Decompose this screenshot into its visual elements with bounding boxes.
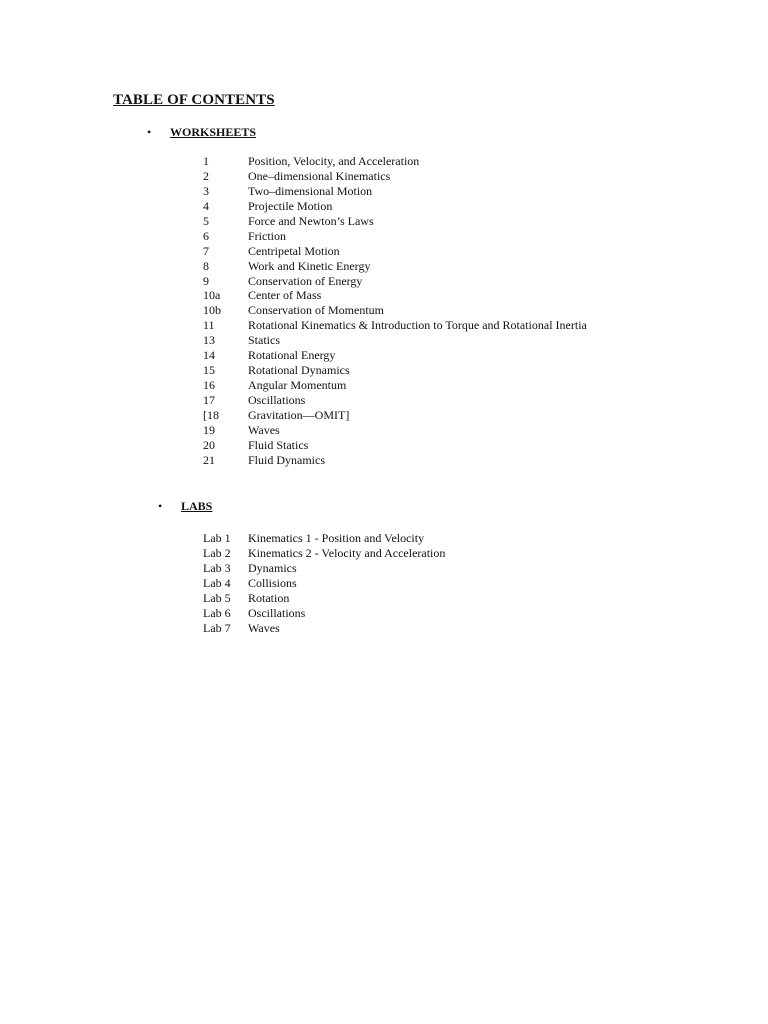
worksheet-entry-number: 9 bbox=[203, 273, 209, 288]
worksheets-heading-label: WORKSHEETS bbox=[170, 125, 257, 139]
worksheet-entry bbox=[203, 423, 587, 438]
worksheet-entry-title: Projectile Motion bbox=[248, 198, 333, 213]
lab-entry-title: Dynamics bbox=[248, 560, 297, 575]
worksheet-entry-number: 2 bbox=[203, 168, 209, 183]
lab-entry bbox=[203, 576, 445, 591]
lab-entry-number: Lab 6 bbox=[203, 605, 231, 620]
worksheet-entry bbox=[203, 408, 587, 423]
lab-entry bbox=[203, 591, 445, 606]
worksheet-entry-number: 20 bbox=[203, 437, 215, 452]
worksheet-entry-title: Waves bbox=[248, 422, 280, 437]
worksheet-entry bbox=[203, 348, 587, 363]
bullet-icon: • bbox=[158, 499, 163, 513]
worksheet-entry-number: 1 bbox=[203, 154, 209, 168]
worksheet-entry bbox=[203, 169, 587, 184]
labs-heading-label: LABS bbox=[181, 499, 213, 513]
worksheet-entry-number: 5 bbox=[203, 213, 209, 228]
worksheet-entry bbox=[203, 378, 587, 393]
worksheet-entry-number: 13 bbox=[203, 333, 215, 348]
worksheet-entry-title: Conservation of Energy bbox=[248, 273, 363, 288]
worksheet-entry bbox=[203, 363, 587, 378]
worksheet-entry bbox=[203, 288, 587, 303]
lab-entry-title: Kinematics 2 - Velocity and Acceleration bbox=[248, 545, 446, 560]
worksheet-entry-number: 16 bbox=[203, 378, 215, 393]
labs-heading bbox=[158, 499, 212, 514]
worksheet-entry bbox=[203, 303, 587, 318]
worksheet-entry bbox=[203, 333, 587, 348]
worksheet-entry-title: Angular Momentum bbox=[248, 378, 347, 393]
lab-entry bbox=[203, 561, 445, 576]
worksheet-entry-title: Rotational Kinematics & Introduction to Torque and Rotational Inertia bbox=[248, 318, 587, 333]
lab-entry-number: Lab 7 bbox=[203, 620, 231, 635]
labs-list bbox=[203, 531, 445, 636]
worksheet-entry-number: 10b bbox=[203, 303, 221, 318]
worksheet-entry-number: 19 bbox=[203, 422, 215, 437]
lab-entry-number: Lab 3 bbox=[203, 560, 231, 575]
worksheet-entry-title: Oscillations bbox=[248, 393, 306, 407]
lab-entry-title: Kinematics 1 - Position and Velocity bbox=[248, 531, 425, 545]
bullet-icon: • bbox=[147, 125, 152, 139]
worksheet-entry bbox=[203, 259, 587, 274]
worksheet-entry-title: Fluid Statics bbox=[248, 437, 309, 452]
worksheet-entry-number: 6 bbox=[203, 228, 209, 243]
worksheet-entry-title: Work and Kinetic Energy bbox=[248, 258, 371, 273]
lab-entry bbox=[203, 621, 445, 636]
lab-entry-title: Oscillations bbox=[248, 605, 306, 620]
lab-entry bbox=[203, 606, 445, 621]
page-title: TABLE OF CONTENTS bbox=[113, 92, 275, 108]
worksheet-entry bbox=[203, 199, 587, 214]
worksheet-entry-number: 10a bbox=[203, 288, 221, 303]
lab-entry-title: Rotation bbox=[248, 590, 290, 605]
worksheet-entry-number: 4 bbox=[203, 198, 209, 213]
worksheet-entry-number: [18 bbox=[203, 407, 219, 422]
worksheet-entry bbox=[203, 184, 587, 199]
worksheet-entry-title: Rotational Energy bbox=[248, 348, 336, 363]
worksheet-entry-title: Conservation of Momentum bbox=[248, 303, 384, 318]
worksheet-entry-title: Gravitation—OMIT] bbox=[248, 407, 350, 422]
worksheet-entry-title: Centripetal Motion bbox=[248, 243, 340, 258]
worksheet-entry bbox=[203, 393, 587, 408]
worksheet-entry bbox=[203, 438, 587, 453]
worksheet-entry-title: Two–dimensional Motion bbox=[248, 183, 373, 198]
worksheet-entry-number: 17 bbox=[203, 393, 215, 407]
worksheet-entry-number: 14 bbox=[203, 348, 215, 363]
worksheet-entry-title: Center of Mass bbox=[248, 288, 322, 303]
worksheet-entry bbox=[203, 453, 587, 468]
lab-entry-number: Lab 1 bbox=[203, 531, 231, 545]
worksheets-list bbox=[203, 154, 587, 468]
lab-entry-number: Lab 2 bbox=[203, 545, 231, 560]
lab-entry bbox=[203, 546, 445, 561]
worksheet-entry-title: Position, Velocity, and Acceleration bbox=[248, 154, 420, 168]
worksheet-entry-number: 7 bbox=[203, 243, 209, 258]
worksheet-entry-title: Rotational Dynamics bbox=[248, 363, 350, 378]
worksheet-entry-title: Statics bbox=[248, 333, 280, 348]
worksheet-entry-title: Friction bbox=[248, 228, 286, 243]
worksheet-entry bbox=[203, 154, 587, 169]
worksheet-entry-number: 8 bbox=[203, 258, 209, 273]
worksheet-entry-title: Fluid Dynamics bbox=[248, 452, 325, 467]
worksheet-entry bbox=[203, 318, 587, 333]
lab-entry-number: Lab 5 bbox=[203, 590, 231, 605]
worksheet-entry bbox=[203, 214, 587, 229]
worksheet-entry-title: Force and Newton’s Laws bbox=[248, 213, 374, 228]
worksheet-entry bbox=[203, 229, 587, 244]
worksheet-entry-title: One–dimensional Kinematics bbox=[248, 168, 391, 183]
worksheet-entry bbox=[203, 244, 587, 259]
worksheet-entry-number: 15 bbox=[203, 363, 215, 378]
lab-entry-title: Collisions bbox=[248, 575, 297, 590]
worksheets-heading bbox=[147, 125, 256, 140]
worksheet-entry-number: 11 bbox=[203, 318, 215, 333]
lab-entry bbox=[203, 531, 445, 546]
worksheet-entry bbox=[203, 274, 587, 289]
worksheet-entry-number: 3 bbox=[203, 183, 209, 198]
lab-entry-number: Lab 4 bbox=[203, 575, 231, 590]
lab-entry-title: Waves bbox=[248, 620, 280, 635]
worksheet-entry-number: 21 bbox=[203, 452, 215, 467]
